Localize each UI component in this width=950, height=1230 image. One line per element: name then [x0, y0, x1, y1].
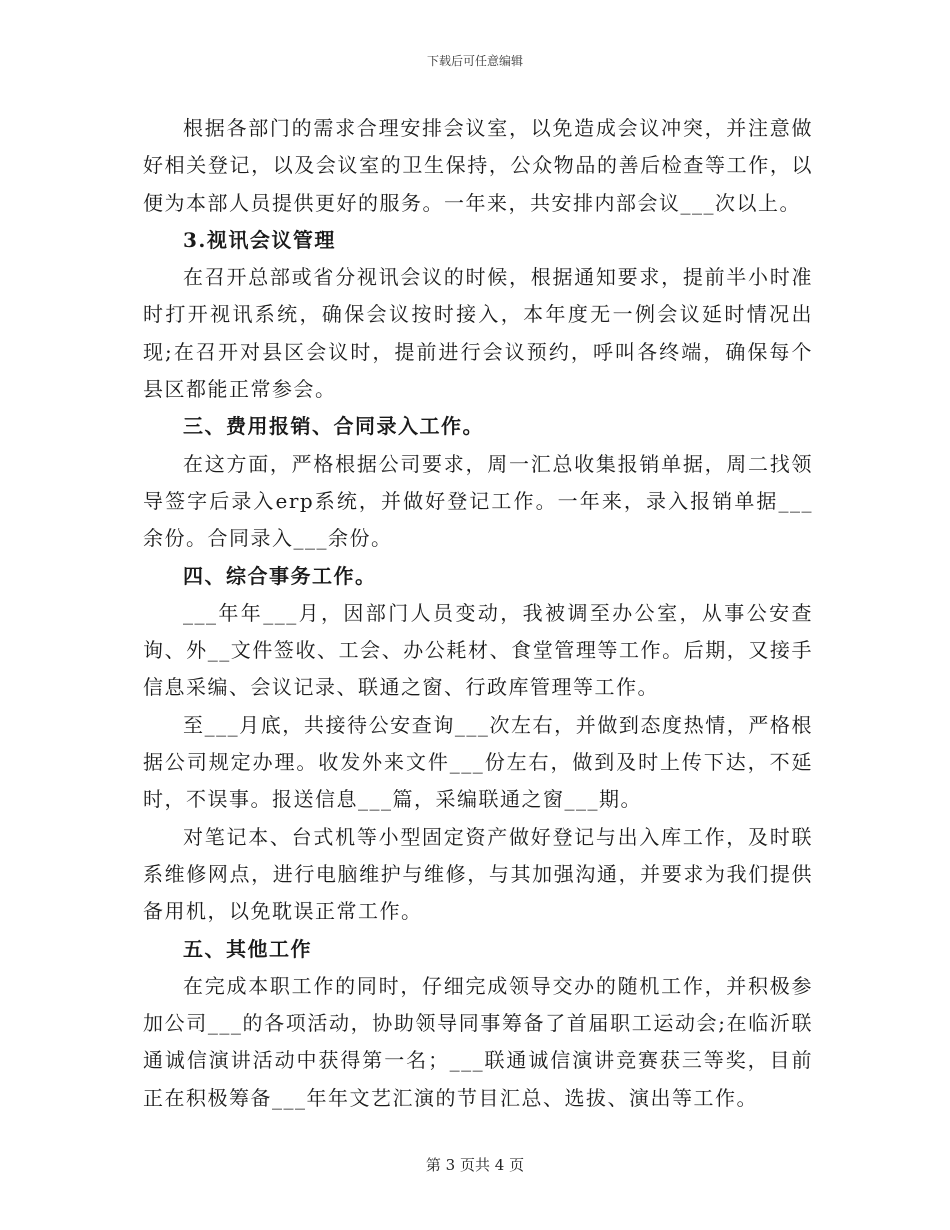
paragraph-meeting-room: 根据各部门的需求合理安排会议室，以免造成会议冲突，并注意做好相关登记，以及会议室的卫生保持，公众物品的善后检查等工作，以便为本部人员提供更好的服务。一年来，共安排内部会议___次以上。 [143, 116, 813, 215]
paragraph-fixed-assets: 对笔记本、台式机等小型固定资产做好登记与出入库工作，及时联系维修网点，进行电脑维护与维修，与其加强沟通，并要求为我们提供备用机，以免耽误正常工作。 [143, 824, 813, 924]
page-header: 下载后可任意编辑 [426, 54, 523, 68]
page-footer: 第 3 页共 4 页 [425, 1156, 525, 1174]
paragraph-expense-contract: 在这方面，严格根据公司要求，周一汇总收集报销单据，周二找领导签字后录入erp系统，并做好登记工作。一年来，录入报销单据___余份。合同录入___余份。 [143, 451, 813, 551]
paragraph-general-affairs-stats: 至___月底，共接待公安查询___次左右，并做到态度热情，严格根据公司规定办理。收发外来文件___份左右，做到及时上传下达，不延时，不误事。报送信息___篇，采编联通之窗___期。 [143, 712, 813, 812]
heading-video-conference: 3.视讯会议管理 [183, 227, 336, 252]
paragraph-other-work: 在完成本职工作的同时，仔细完成领导交办的随机工作，并积极参加公司___的各项活动，协助领导同事筹备了首届职工运动会;在临沂联通诚信演讲活动中获得第一名；___联通诚信演讲竞赛获三等奖，目前正在积极筹备___年年文艺汇演的节目汇总、选拔、演出等工作。 [143, 973, 813, 1110]
document-body [143, 110, 813, 1117]
paragraph-general-affairs-transfer: ___年年___月，因部门人员变动，我被调至办公室，从事公安查询、外__文件签收、工会、办公耗材、食堂管理等工作。后期，又接手信息采编、会议记录、联通之窗、行政库管理等工作。 [143, 600, 813, 700]
paragraph-video-conference: 在召开总部或省分视讯会议的时候，根据通知要求，提前半小时准时打开视讯系统，确保会议按时接入，本年度无一例会议延时情况出现;在召开对县区会议时，提前进行会议预约，呼叫各终端，确保每个县区都能正常参会。 [143, 265, 813, 402]
heading-general-affairs: 四、综合事务工作。 [183, 563, 377, 588]
heading-expense-contract: 三、费用报销、合同录入工作。 [183, 414, 484, 439]
heading-other-work: 五、其他工作 [183, 936, 312, 961]
